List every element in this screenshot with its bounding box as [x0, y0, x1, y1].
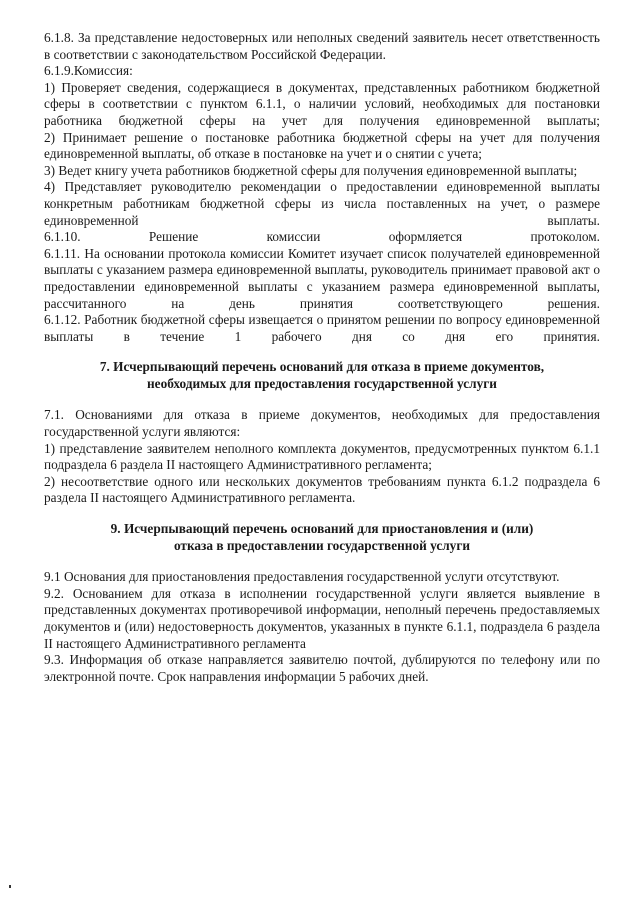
paragraph-6-1-12: 6.1.12. Работник бюджетной сферы извещается о принятом решении по вопросу единовременной выплаты в течение 1 рабочего дня со дня его принятия. — [44, 312, 600, 344]
paragraph-9-2: 9.2. Основанием для отказа в исполнении государственной услуги является выявление в представленных документах противоречивой информации, неполный перечень предоставляемых документов и (или) недостоверность документов, указанных в пункте 6.1.1, подраздела 6 раздела II настоящего Административного регламента — [44, 585, 600, 651]
section-7-heading-line-1: 7. Исчерпывающий перечень оснований для отказа в приеме документов, — [99, 359, 545, 375]
paragraph-6-1-11: 6.1.11. На основании протокола комиссии Комитет изучает список получателей единовременной выплаты с указанием размера единовременной выплаты, руководитель принимает правовой акт о предоставлении единовременной выплаты с указанием размера единовременной выплаты, рассчитанного на день принятия соответствующего решения. — [44, 245, 600, 311]
commission-item-1: 1) Проверяет сведения, содержащиеся в документах, представленных работником бюджетной сферы в соответствии с пунктом 6.1.1, о наличии условий, необходимых для постановки работника бюджетной сферы на учет для получения единовременной выплаты; — [44, 79, 600, 128]
paragraph-6-1-9: 6.1.9.Комиссия: — [44, 63, 133, 79]
refusal-item-1: 1) представление заявителем неполного комплекта документов, предусмотренных пунктом 6.1.1 подраздела 6 раздела II настоящего Административного регламента; — [44, 440, 600, 473]
refusal-item-2: 2) несоответствие одного или нескольких документов требованиям пункта 6.1.2 подраздела 6 раздела II настоящего Административного регламента. — [44, 473, 600, 506]
paragraph-9-1: 9.1 Основания для приостановления предоставления государственной услуги отсутствуют. — [44, 569, 560, 585]
paragraph-7-1: 7.1. Основаниями для отказа в приеме документов, необходимых для предоставления государственной услуги являются: — [44, 407, 600, 440]
paragraph-6-1-10: 6.1.10. Решение комиссии оформляется протоколом. — [44, 229, 600, 245]
section-7-heading — [44, 359, 600, 392]
paragraph-6-1-8: 6.1.8. За представление недостоверных или неполных сведений заявитель несет ответственность в соответствии с законодательством Российской Федерации. — [44, 30, 600, 62]
section-9-heading-line-1: 9. Исчерпывающий перечень оснований для приостановления и (или) — [110, 521, 534, 537]
paragraph-9-3: 9.3. Информация об отказе направляется заявителю почтой, дублируются по телефону или по электронной почте. Срок направления информации 5 рабочих дней. — [44, 652, 600, 684]
document-page — [44, 30, 600, 685]
section-7-heading-line-2: необходимых для предоставления государственной услуги — [147, 375, 497, 391]
section-9-heading — [44, 521, 600, 554]
section-9-heading-line-2: отказа в предоставлении государственной услуги — [173, 537, 471, 553]
scan-speck — [9, 885, 11, 888]
commission-item-2: 2) Принимает решение о постановке работника бюджетной сферы на учет для получения единовременной выплаты, об отказе в постановке на учет и о снятии с учета; — [44, 129, 600, 162]
commission-item-4: 4) Представляет руководителю рекомендации о предоставлении единовременной выплаты конкретным работникам бюджетной сферы из числа поставленных на учет, о размере единовременной выплаты. — [44, 179, 600, 228]
commission-item-3: 3) Ведет книгу учета работников бюджетной сферы для получения единовременной выплаты; — [44, 162, 578, 178]
